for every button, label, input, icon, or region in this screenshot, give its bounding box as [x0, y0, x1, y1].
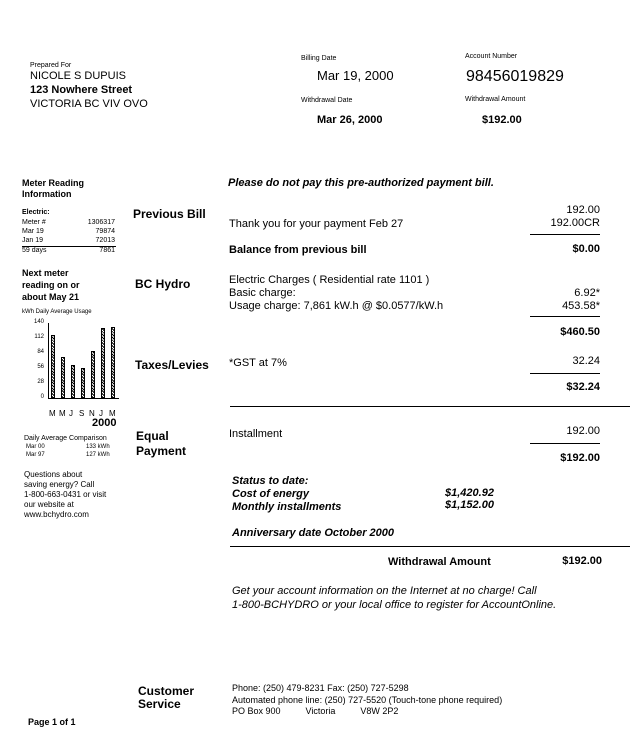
anniversary-date: Anniversary date October 2000 — [232, 527, 395, 539]
chart-plot-area — [48, 323, 119, 399]
notice-text: Please do not pay this pre-authorized payment bill. — [228, 177, 494, 189]
billing-date-label: Billing Date — [301, 55, 337, 62]
page-number: Page 1 of 1 — [28, 717, 76, 727]
status-title: Status to date: — [232, 475, 309, 487]
comparison-row-label: Mar 00 — [26, 444, 45, 450]
chart-y-tick: 28 — [37, 379, 44, 385]
chart-bar — [101, 328, 105, 398]
section-customer-1: Customer — [138, 684, 195, 698]
meter-row-label: Meter # — [22, 219, 46, 226]
chart-y-tick: 84 — [37, 349, 44, 355]
chart-year-label: 2000 — [92, 417, 117, 429]
withdrawal-amount-label: Withdrawal Amount — [465, 96, 526, 103]
section-equal-2: Payment — [136, 444, 187, 458]
section-previous-bill: Previous Bill — [133, 207, 206, 221]
next-reading-1: Next meter — [22, 268, 69, 278]
divider — [530, 234, 600, 235]
customer-automated-line: Automated phone line: (250) 727-5520 (Touch-tone phone required) — [232, 695, 503, 705]
meter-row-value: 1306317 — [87, 219, 115, 226]
comparison-row-label: Mar 97 — [26, 452, 45, 458]
usage-charge-label: Usage charge: 7,861 kW.h @ $0.0577/kW.h — [229, 300, 444, 312]
meter-row-label: 59 days — [22, 247, 47, 254]
chart-y-tick: 0 — [40, 394, 44, 400]
divider — [530, 316, 600, 317]
chart-x-tick: N — [89, 409, 95, 418]
questions-line: saving energy? Call — [24, 480, 95, 489]
electric-label: Electric: — [22, 209, 50, 216]
gst-label: *GST at 7% — [229, 357, 287, 369]
meter-title-2: Information — [22, 189, 72, 199]
chart-x-tick: M — [59, 409, 66, 418]
customer-name: NICOLE S DUPUIS — [30, 70, 126, 82]
billing-date: Mar 19, 2000 — [317, 68, 394, 83]
chart-x-tick: S — [79, 409, 85, 418]
thank-you-text: Thank you for your payment Feb 27 — [229, 218, 404, 230]
section-bc-hydro: BC Hydro — [135, 277, 191, 291]
meter-row-label: Mar 19 — [22, 228, 44, 235]
previous-amount: 192.00 — [566, 204, 600, 216]
usage-charge-amount: 453.58* — [562, 300, 600, 312]
withdrawal-label: Withdrawal Amount — [388, 556, 491, 568]
meter-row-value: 72013 — [95, 237, 115, 244]
section-divider — [230, 406, 630, 407]
hydro-total: $460.50 — [560, 326, 600, 338]
withdrawal-amount: $192.00 — [562, 555, 602, 567]
payment-amount: 192.00CR — [550, 217, 600, 229]
chart-y-tick: 140 — [33, 319, 44, 325]
questions-line: 1-800-663-0431 or visit — [24, 490, 107, 499]
chart-title: kWh Daily Average Usage — [22, 309, 92, 315]
customer-street: 123 Nowhere Street — [30, 84, 133, 96]
section-equal-1: Equal — [136, 429, 169, 443]
equal-total: $192.00 — [560, 452, 600, 464]
balance-amount: $0.00 — [572, 243, 600, 255]
meter-row-value: 79874 — [95, 228, 115, 235]
chart-y-tick: 56 — [37, 364, 44, 370]
chart-x-tick: M — [49, 409, 56, 418]
next-reading-3: about May 21 — [22, 292, 80, 302]
comparison-row-value: 133 kWh — [86, 444, 110, 450]
meter-title-1: Meter Reading — [22, 178, 85, 188]
chart-y-tick: 112 — [34, 334, 44, 340]
taxes-total: $32.24 — [566, 381, 600, 393]
prepared-for-label: Prepared For — [30, 62, 72, 69]
chart-bar — [91, 351, 95, 398]
chart-bar — [51, 335, 55, 398]
chart-bar — [81, 368, 85, 398]
website-link[interactable]: www.bchydro.com — [24, 510, 89, 519]
section-divider — [230, 546, 630, 547]
chart-bar — [71, 365, 75, 398]
chart-x-tick: J — [99, 409, 103, 418]
withdrawal-amount-header: $192.00 — [482, 114, 522, 126]
account-number-label: Account Number — [465, 53, 518, 60]
cost-of-energy-value: $1,420.92 — [445, 487, 494, 499]
basic-charge-amount: 6.92* — [574, 287, 600, 299]
withdrawal-date: Mar 26, 2000 — [317, 114, 383, 126]
customer-phone: Phone: (250) 479-8231 Fax: (250) 727-5298 — [232, 683, 409, 693]
comparison-title: Daily Average Comparison — [24, 435, 107, 442]
balance-label: Balance from previous bill — [229, 244, 367, 256]
comparison-row-value: 127 kWh — [86, 452, 110, 458]
meter-row-value: 7861 — [99, 247, 115, 254]
divider — [530, 373, 600, 374]
meter-row-label: Jan 19 — [22, 237, 44, 244]
divider — [530, 443, 600, 444]
monthly-installments-label: Monthly installments — [232, 501, 342, 513]
questions-line: our website at — [24, 500, 74, 509]
electric-charges-label: Electric Charges ( Residential rate 1101 ) — [229, 274, 430, 286]
installment-amount: 192.00 — [566, 425, 600, 437]
chart-x-tick: J — [69, 409, 73, 418]
chart-bar — [61, 357, 65, 398]
online-text-2: 1-800-BCHYDRO or your local office to register for AccountOnline. — [232, 599, 557, 611]
questions-line: Questions about — [24, 470, 83, 479]
monthly-installments-value: $1,152.00 — [445, 499, 494, 511]
gst-amount: 32.24 — [572, 355, 600, 367]
installment-label: Installment — [229, 428, 283, 440]
online-text-1: Get your account information on the Internet at no charge! Call — [232, 585, 537, 597]
chart-x-tick: M — [109, 409, 116, 418]
account-number: 98456019829 — [466, 68, 564, 85]
basic-charge-label: Basic charge: — [229, 287, 296, 299]
customer-city: VICTORIA BC VIV OVO — [30, 98, 148, 110]
section-customer-2: Service — [138, 697, 181, 711]
section-taxes: Taxes/Levies — [135, 358, 209, 372]
withdrawal-date-label: Withdrawal Date — [301, 97, 353, 104]
chart-bar — [111, 327, 115, 398]
next-reading-2: reading on or — [22, 280, 80, 290]
customer-address: PO Box 900 Victoria V8W 2P2 — [232, 706, 399, 716]
cost-of-energy-label: Cost of energy — [232, 488, 310, 500]
